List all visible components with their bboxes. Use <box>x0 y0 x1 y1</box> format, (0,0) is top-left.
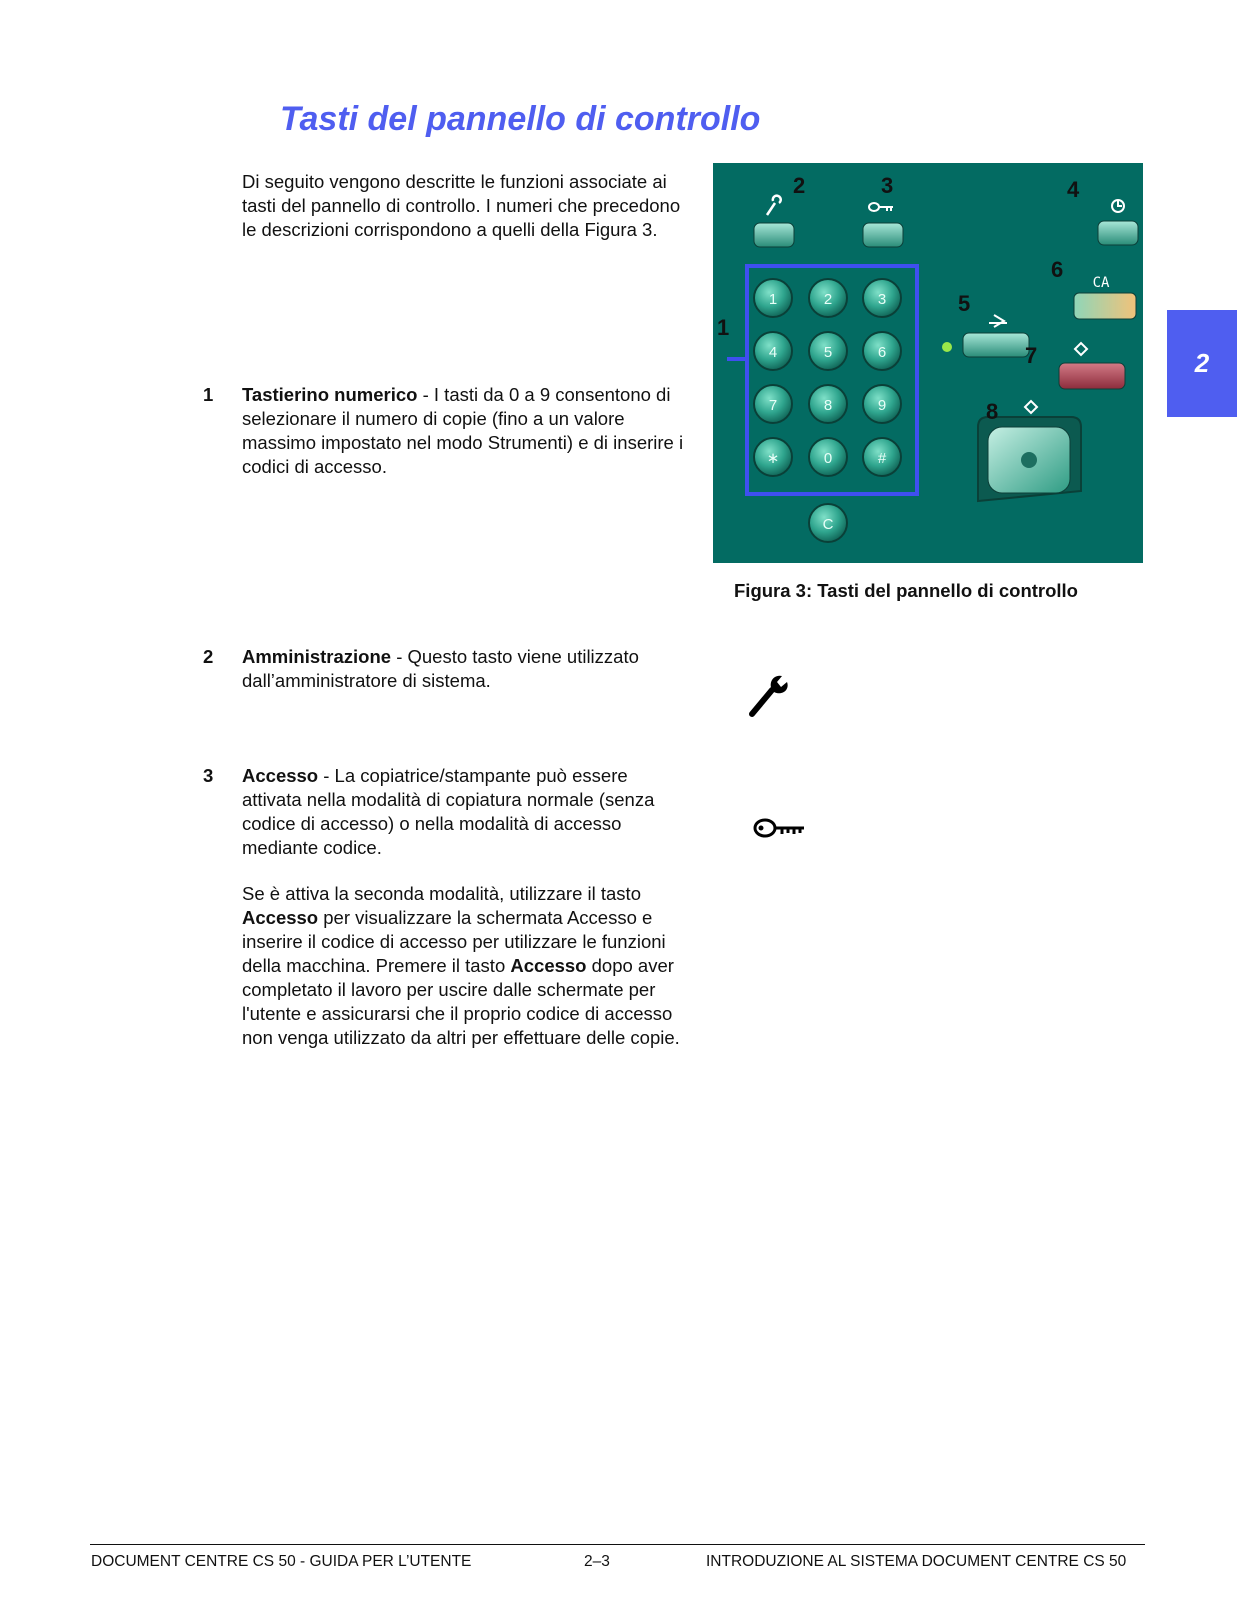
figure-caption: Figura 3: Tasti del pannello di controllo <box>734 580 1078 601</box>
callout-7: 7 <box>1025 343 1038 368</box>
item-text: - La copiatrice/stampante può essere attivata nella modalità di copiatura normale (senza codice di accesso) o nella modalità di accesso mediante codice. <box>242 765 655 858</box>
keypad-key-label: 6 <box>877 344 887 361</box>
callout-4: 4 <box>1067 177 1080 202</box>
keypad-key <box>754 332 792 370</box>
key-icon <box>752 812 808 846</box>
interrupt-key <box>963 333 1029 357</box>
footer-divider <box>90 1544 1145 1545</box>
access-key <box>863 223 903 247</box>
clear-all-key <box>1074 293 1136 319</box>
keypad-key <box>754 438 792 476</box>
keypad-key-label: 1 <box>768 291 778 308</box>
start-key-center <box>1021 452 1037 468</box>
item-number-3: 3 <box>203 765 214 786</box>
keypad-key-label: 9 <box>877 397 887 414</box>
callout-2: 2 <box>793 173 806 198</box>
keypad-key-label: 4 <box>768 344 778 361</box>
keypad-key-label: 8 <box>823 397 833 414</box>
item-access-description <box>242 764 692 860</box>
keypad-key-label: 7 <box>768 397 778 414</box>
item-number-2: 2 <box>203 646 214 667</box>
item-term: Amministrazione <box>242 646 392 667</box>
footer-page-number: 2–3 <box>584 1553 610 1570</box>
callout-3: 3 <box>881 173 894 198</box>
callout-6: 6 <box>1051 257 1064 282</box>
interrupt-indicator-light <box>942 342 952 352</box>
keypad-key <box>863 438 901 476</box>
keypad-key-label: 2 <box>823 291 833 308</box>
item-text: - I tasti da 0 a 9 consentono di selezionare il numero di copie (fino a un valore massimo impostato nel modo Strumenti) e di inserire i codici di accesso. <box>242 384 684 477</box>
keypad-key-label: ∗ <box>766 450 780 467</box>
chapter-tab: 2 <box>1167 310 1237 417</box>
page-title: Tasti del pannello di controllo <box>280 100 761 138</box>
item-term: Tastierino numerico <box>242 384 418 405</box>
keypad-key-label: 0 <box>823 450 833 467</box>
keypad-key <box>754 385 792 423</box>
keypad-key-label: 5 <box>823 344 833 361</box>
callout-5: 5 <box>958 291 971 316</box>
wrench-icon <box>746 670 796 720</box>
keypad-key <box>863 385 901 423</box>
item-admin-description <box>242 645 692 693</box>
keypad-key <box>863 279 901 317</box>
access-mode-paragraph: Se è attiva la seconda modalità, utilizzare il tasto Accesso per visualizzare la schermata Accesso e inserire il codice di accesso per utilizzare le funzioni della macchina. Premere il tasto Accesso dopo aver completato il lavoro per uscire dalle schermate per l'utente e assicurarsi che il proprio codice di accesso non venga utilizzato da altri per effettuare delle copie. <box>242 883 680 1048</box>
keypad-key <box>809 279 847 317</box>
stop-key <box>1059 363 1125 389</box>
item-term: Accesso <box>242 765 319 786</box>
clear-key <box>809 504 847 542</box>
keypad-key <box>809 438 847 476</box>
control-panel-illustration <box>713 163 1143 563</box>
keypad-key-label: 3 <box>877 291 887 308</box>
clear-key-label: C <box>822 516 834 533</box>
item-keypad-description <box>242 383 692 479</box>
intro-paragraph: Di seguito vengono descritte le funzioni associate ai tasti del pannello di controllo. I numeri che precedono le descrizioni corrispondono a quelli della Figura 3. <box>242 171 681 240</box>
control-panel-figure <box>713 163 1143 563</box>
footer-right: INTRODUZIONE AL SISTEMA DOCUMENT CENTRE CS 50 <box>706 1553 1127 1570</box>
clear-all-label: CA <box>1092 275 1110 291</box>
footer-left: DOCUMENT CENTRE CS 50 - GUIDA PER L’UTENTE <box>91 1553 472 1570</box>
item-number-1: 1 <box>203 384 214 405</box>
callout-1: 1 <box>717 315 730 340</box>
energy-saver-key <box>1098 221 1138 245</box>
keypad-key-label: # <box>877 450 887 467</box>
keypad-key <box>863 332 901 370</box>
item-text: - Questo tasto viene utilizzato dall’amministratore di sistema. <box>242 646 639 691</box>
admin-key <box>754 223 794 247</box>
keypad-key <box>809 385 847 423</box>
callout-8: 8 <box>986 399 999 424</box>
keypad-key <box>754 279 792 317</box>
keypad-key <box>809 332 847 370</box>
